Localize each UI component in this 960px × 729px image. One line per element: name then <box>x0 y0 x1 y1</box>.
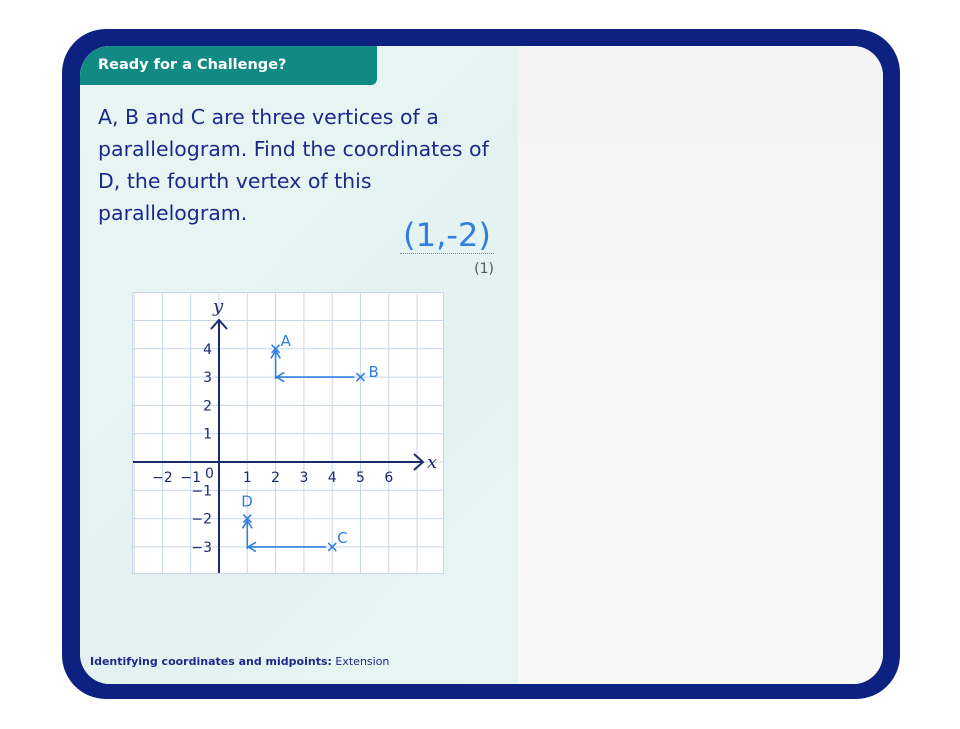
x-tick-label: 2 <box>271 470 281 486</box>
handwritten-answer <box>400 208 500 254</box>
point-a-label: A <box>280 331 291 350</box>
answer-line <box>400 253 494 254</box>
coordinate-grid <box>132 292 446 576</box>
answer-text: (1,-2) <box>403 216 491 254</box>
y-tick-label: 1 <box>203 426 212 443</box>
slide-inner <box>80 46 883 684</box>
slide-frame <box>62 29 900 699</box>
question-panel <box>80 46 518 684</box>
point-c-label: C <box>337 528 348 547</box>
y-tick-label: 2 <box>203 398 212 415</box>
x-tick-label: 5 <box>356 470 365 486</box>
x-tick-label: −2 <box>152 470 173 486</box>
point-d-label: D <box>241 492 253 511</box>
y-axis-label: y <box>213 296 224 317</box>
challenge-banner: Ready for a Challenge? <box>80 46 377 85</box>
question-text: A, B and C are three vertices of a parallelogram. Find the coordinates of D, the fourth vertex of this parallelogram. <box>98 105 489 225</box>
y-tick-label: −3 <box>191 539 212 556</box>
y-tick-label: −1 <box>191 483 212 500</box>
x-tick-label: 6 <box>384 470 394 486</box>
x-tick-label: 3 <box>299 470 309 486</box>
footer <box>90 655 389 668</box>
origin-label: 0 <box>205 466 214 482</box>
x-tick-label: 4 <box>327 470 337 486</box>
x-axis-label: x <box>427 452 438 473</box>
x-tick-label: 1 <box>242 470 252 486</box>
answer-panel <box>518 46 883 684</box>
y-tick-label: 4 <box>203 341 212 358</box>
marks-label: (1) <box>474 261 494 277</box>
footer-topic: Identifying coordinates and midpoints: <box>90 655 332 668</box>
y-tick-label: 3 <box>203 370 212 387</box>
x-tick-label: −1 <box>180 470 202 486</box>
footer-level: Extension <box>335 655 390 668</box>
point-b-label: B <box>368 363 379 382</box>
y-tick-label: −2 <box>191 511 212 528</box>
